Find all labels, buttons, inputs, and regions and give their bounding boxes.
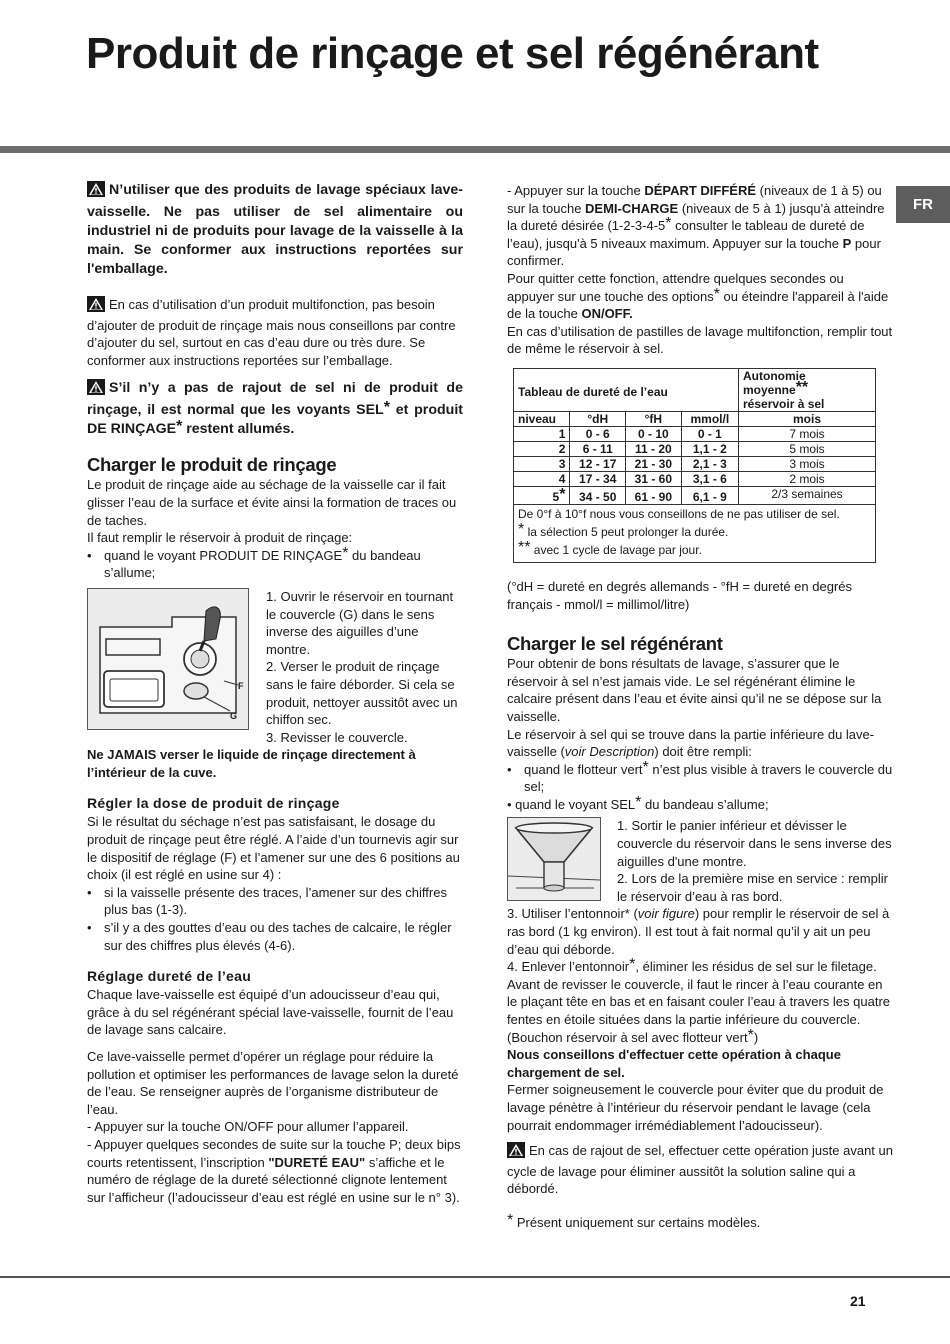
warning-icon	[87, 379, 105, 401]
language-tab: FR	[896, 186, 950, 223]
units-legend: (°dH = dureté en degrés allemands - °fH = dureté en degrés français - mmol/l = millimol/litre)	[507, 578, 852, 612]
salt-location-b: voir Description	[564, 744, 655, 760]
salt-intro: Pour obtenir de bons résultats de lavage, s’assurer que le réservoir à sel n’est jamais vide. Le sel régénérant élimine le calcaire présent dans l’eau et évite ainsi qu’il ne se dépose sur la vaisselle.	[507, 656, 882, 724]
autonomy-line-3: réservoir à sel	[743, 396, 825, 411]
salt-location	[507, 726, 893, 761]
r1-a: - Appuyer sur la touche	[507, 183, 645, 198]
salt-bullet-1	[507, 758, 893, 796]
cell-months: 3 mois	[739, 456, 876, 471]
footer-rule	[0, 1276, 950, 1278]
rinse-figure-row	[87, 588, 463, 746]
cell-dh: 6 - 11	[570, 441, 626, 456]
cell-dh: 12 - 17	[570, 456, 626, 471]
table-notes-row	[514, 504, 876, 562]
col-level: niveau	[514, 411, 570, 426]
dose-bullet-1	[87, 884, 463, 919]
asterisk: *	[518, 520, 525, 538]
table-title: Tableau de dureté de l’eau	[514, 368, 739, 411]
hardness-step-2-a: - Appuyer quelques secondes de suite sur la touche P; deux bips courts retentissent, l’inscription	[87, 1136, 461, 1170]
hardness-step-3	[507, 182, 893, 270]
r2-b: ou éteindre l'appareil à l'aide de la touche	[507, 288, 889, 322]
salt-step-4	[507, 958, 893, 1046]
rinse-never-warning: Ne JAMAIS verser le liquide de rinçage directement à l’intérieur de la cuve.	[87, 747, 416, 780]
hardness-multifunction: En cas d’utilisation de pastilles de lavage multifonction, remplir tout de même le réservoir à sel.	[507, 323, 893, 357]
autonomy-line-1: Autonomie	[743, 368, 806, 383]
warning-icon	[87, 296, 105, 317]
salt-close: Fermer soigneusement le couvercle pour éviter que du produit de lavage pénètre à l’intérieur du réservoir pendant le lavage (cela pourrait endommager irrémédiablement l’adoucisseur).	[507, 1082, 884, 1133]
salt-step-2: 2. Lors de la première mise en service : remplir le réservoir d’eau à ras bord.	[617, 871, 888, 904]
rinse-step-3: 3. Revisser le couvercle.	[266, 729, 408, 745]
asterisk: *	[176, 418, 183, 436]
table-note-2-row	[518, 520, 871, 541]
warning-indicators-text-3: restent allumés.	[182, 421, 295, 438]
rinse-step-2: 2. Verser le produit de rinçage sans le faire déborder. Si cela se produit, nettoyer aussitôt avec un chiffon sec.	[266, 659, 458, 728]
cell-mmol: 3,1 - 6	[681, 471, 738, 486]
page-title: Produit de rinçage et sel régénérant	[86, 29, 819, 78]
warning-icon	[507, 1142, 525, 1163]
r2-c: ON/OFF.	[581, 306, 633, 322]
asterisk: *	[635, 793, 642, 811]
bullet-dot: •	[87, 920, 92, 936]
cell-level: 3	[514, 456, 570, 471]
footnote	[507, 1211, 893, 1232]
hardness-table	[513, 368, 876, 563]
r1-b: DÉPART DIFFÉRÉ	[644, 183, 757, 198]
table-note-3-row	[518, 538, 871, 559]
cell-dh: 34 - 50	[570, 486, 626, 504]
funnel-illustration	[507, 817, 601, 901]
rinse-bullet	[87, 544, 463, 582]
label-g: G	[230, 710, 238, 721]
salt-step-1: 1. Sortir le panier inférieur et dévisser le couvercle du réservoir dans le sens inverse des aiguilles d'une montre.	[617, 818, 892, 869]
salt-step-4-b: , éliminer les résidus de sel sur le filetage. Avant de revisser le couvercle, il faut le rincer à l’eau courante en le plaçant tête en bas et en faisant couler l’eau à travers les quatre fentes en étoile situées dans la partie inférieure du couvercle. (Bouchon réservoir à sel avec flotteur vert	[507, 959, 891, 1045]
table-note-2: la sélection 5 peut prolonger la durée.	[527, 524, 729, 539]
salt-step-3-b: voir figure	[637, 906, 695, 922]
warning-products	[87, 181, 463, 279]
table-notes	[514, 504, 876, 562]
cell-level: 2	[514, 441, 570, 456]
salt-location-c: ) doit être rempli:	[654, 744, 752, 760]
rinse-steps	[266, 588, 463, 746]
salt-warning-text: En cas de rajout de sel, effectuer cette opération juste avant un cycle de lavage pour éliminer aussitôt la solution saline qui a débordé.	[507, 1143, 893, 1197]
heading-dose: Régler la dose de produit de rinçage	[87, 795, 340, 812]
warning-products-text: N’utiliser que des produits de lavage spéciaux lave-vaisselle. Ne pas utiliser de sel alimentaire ou industriel ni de produits pour lavage de la vaisselle à la main. Se conformer aux instructions reportées sur l'emballage.	[87, 182, 463, 277]
bullet-dot: •	[87, 884, 92, 900]
salt-bullet-2-b: du bandeau s’allume;	[641, 796, 769, 812]
dose-bullet-1-text: si la vaisselle présente des traces, l’amener sur des chiffres plus bas (1-3).	[104, 884, 447, 918]
hardness-step-1: - Appuyer sur la touche ON/OFF pour allumer l’appareil.	[87, 1119, 409, 1135]
salt-bullet-1-text	[524, 758, 893, 796]
cell-months: 5 mois	[739, 441, 876, 456]
asterisk: *	[713, 285, 720, 303]
asterisk: *	[383, 399, 390, 417]
salt-bullet-1-b: n’est plus visible à travers le couvercle du sel;	[524, 761, 893, 795]
hardness-p2: Ce lave-vaisselle permet d’opérer un réglage pour réduire la pollution et optimiser les performances de lavage selon la dureté de l’eau. Se renseigner auprès de l’organisme distributeur de l’eau.	[87, 1049, 459, 1117]
dose-bullet-2-text: s’il y a des gouttes d’eau ou des taches de calcaire, le régler sur des chiffres plus élevés (4-6).	[104, 920, 452, 953]
bullet-dot: •	[507, 761, 512, 777]
warning-indicators-text: S’il n’y a pas de rajout de sel ni de produit de rinçage, il est normal que les voyants SEL	[87, 380, 463, 419]
heading-hardness: Réglage dureté de l’eau	[87, 968, 252, 985]
cell-months: 2 mois	[739, 471, 876, 486]
cell-level: 1	[514, 426, 570, 441]
cell-fh: 21 - 30	[626, 456, 682, 471]
salt-bullet-1-a: quand le flotteur vert	[524, 761, 643, 777]
cell-fh: 31 - 60	[626, 471, 682, 486]
cell-level: 5	[552, 489, 560, 504]
warning-icon	[87, 181, 105, 203]
col-dh: °dH	[570, 411, 626, 426]
table-row	[514, 471, 876, 486]
dose-bullet-2	[87, 919, 463, 954]
heading-rinse-aid: Charger le produit de rinçage	[87, 454, 337, 476]
salt-advice: Nous conseillons d'effectuer cette opération à chaque chargement de sel.	[507, 1047, 841, 1080]
salt-step-4-c: )	[753, 1029, 759, 1045]
hardness-p1: Chaque lave-vaisselle est équipé d’un adoucisseur d’eau qui, grâce à du sel régénérant spécial lave-vaisselle, fournit de l’eau de lavage sans calcaire.	[87, 987, 454, 1038]
r1-g: P	[842, 235, 852, 251]
right-column	[507, 182, 893, 1232]
table-column-headers	[514, 411, 876, 426]
page-number: 21	[850, 1293, 866, 1309]
r1-h: pour confirmer.	[507, 235, 881, 269]
asterisk: *	[629, 956, 636, 974]
dose-text: Si le résultat du séchage n’est pas satisfaisant, le dosage du produit de rinçage peut être réglé. A l’aide d’un tournevis agir sur le dispositif de réglage (F) et l’amener sur une des 6 positions au choix (il est réglé en usine sur 4) :	[87, 814, 460, 883]
rinse-step-1: 1. Ouvrir le réservoir en tournant le couvercle (G) dans le sens inverse des aiguilles d’une montre.	[266, 588, 454, 657]
asterisk: *	[507, 1211, 514, 1229]
warning-multifunction	[87, 296, 463, 369]
rinse-bullet-text-b: du bandeau s’allume;	[104, 547, 421, 581]
asterisk: **	[518, 538, 531, 556]
rinse-bullet-text	[104, 544, 463, 582]
salt-warning	[507, 1142, 893, 1198]
asterisk: **	[795, 378, 809, 396]
salt-steps-first	[617, 817, 893, 905]
warning-indicators-text-2: et produit DE RINÇAGE	[87, 402, 463, 438]
cell-mmol: 0 - 1	[681, 426, 738, 441]
cell-level: 4	[514, 471, 570, 486]
rinse-fill-intro: Il faut remplir le réservoir à produit de rinçage:	[87, 530, 353, 546]
footnote-text: Présent uniquement sur certains modèles.	[516, 1214, 761, 1230]
asterisk: *	[559, 485, 566, 503]
label-f: F	[238, 680, 244, 691]
hardness-step-2	[87, 1136, 463, 1206]
cell-mmol: 2,1 - 3	[681, 456, 738, 471]
salt-location-a: Le réservoir à sel qui se trouve dans la partie inférieure du lave-vaisselle (	[507, 726, 875, 760]
asterisk: *	[342, 544, 349, 562]
cell-mmol: 1,1 - 2	[681, 441, 738, 456]
hardness-quit	[507, 270, 893, 323]
cell-dh: 17 - 34	[570, 471, 626, 486]
table-note-3: avec 1 cycle de lavage par jour.	[533, 542, 702, 557]
col-months: mois	[739, 411, 876, 426]
table-row	[514, 426, 876, 441]
r1-e: (niveaux de 5 à 1) jusqu'à atteindre la dureté désirée (1-2-3-4-5	[507, 200, 885, 234]
salt-bullet-2-a: • quand le voyant SEL	[507, 796, 636, 812]
r1-c: (niveaux de 1 à 5) ou sur la touche	[507, 183, 882, 216]
table-autonomy-header	[739, 368, 876, 411]
cell-fh: 61 - 90	[626, 486, 682, 504]
table-row	[514, 486, 876, 504]
col-fh: °fH	[626, 411, 682, 426]
cell-level-5	[514, 486, 570, 504]
salt-step-4-a: 4. Enlever l’entonnoir	[507, 959, 630, 975]
asterisk: *	[747, 1026, 754, 1044]
salt-bullet-2	[507, 793, 893, 814]
salt-step-3-c: ) pour remplir le réservoir de sel à ras bord (1 kg environ). Il est tout à fait normal qu’il y ait un peu d’eau qui déborde.	[507, 906, 890, 957]
table-header-row	[514, 368, 876, 411]
cell-fh: 11 - 20	[626, 441, 682, 456]
col-mmol: mmol/l	[681, 411, 738, 426]
salt-figure-row	[507, 817, 893, 905]
r2-a: Pour quitter cette fonction, attendre quelques secondes ou appuyer sur une touche des options	[507, 270, 844, 304]
warning-indicators	[87, 379, 463, 439]
cell-dh: 0 - 6	[570, 426, 626, 441]
rinse-intro: Le produit de rinçage aide au séchage de la vaisselle car il fait glisser l’eau de la surface et évite ainsi la formation de traces ou de taches.	[87, 477, 457, 528]
bullet-dot: •	[87, 547, 92, 563]
cell-fh: 0 - 10	[626, 426, 682, 441]
heading-salt: Charger le sel régénérant	[507, 633, 723, 655]
rinse-dispenser-illustration	[87, 588, 249, 730]
warning-multifunction-text: En cas d’utilisation d’un produit multifonction, pas besoin d’ajouter de produit de rinçage mais nous conseillons par contre d’ajouter du sel, surtout en cas d’eau dure ou très dure. Se conformer aux instructions reportées sur l’emballage.	[87, 297, 456, 368]
asterisk: *	[665, 215, 672, 233]
rinse-bullet-text-a: quand le voyant PRODUIT DE RINÇAGE	[104, 547, 343, 563]
autonomy-line-2: moyenne	[743, 382, 796, 397]
table-note-1: De 0°f à 10°f nous vous conseillons de ne pas utiliser de sel.	[518, 506, 840, 521]
hardness-step-2-c: s’affiche et le numéro de réglage de la dureté sélectionné clignote lentement sur l’afficheur (l’adoucisseur d’eau est réglé en usine sur le n° 3).	[87, 1154, 460, 1205]
table-row	[514, 441, 876, 456]
title-rule	[0, 146, 950, 153]
cell-mmol: 6,1 - 9	[681, 486, 738, 504]
cell-months: 2/3 semaines	[739, 486, 876, 504]
asterisk: *	[642, 758, 649, 776]
salt-step-3	[507, 905, 893, 958]
r1-f: consulter le tableau de dureté de l’eau), jusqu'à 5 niveaux maximum. Appuyer sur la touche	[507, 218, 865, 251]
hardness-step-2-b: "DURETÉ EAU"	[268, 1154, 366, 1170]
salt-step-3-a: 3. Utiliser l’entonnoir* (	[507, 906, 638, 922]
r1-d: DEMI-CHARGE	[585, 200, 679, 216]
left-column	[87, 181, 463, 1206]
cell-months: 7 mois	[739, 426, 876, 441]
table-row	[514, 456, 876, 471]
